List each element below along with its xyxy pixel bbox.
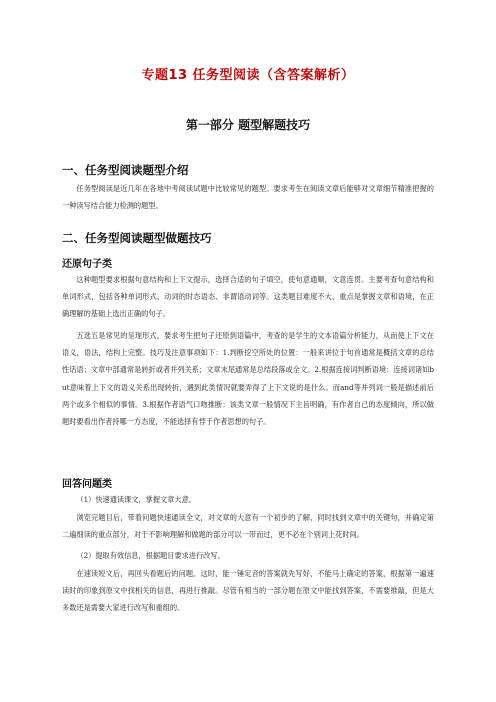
restore-sentence-paragraph-2: 五选五是常见的呈现形式，要求考生把句子还原到语篇中，考查的是学生的文本语篇分析能力，从而使上下文在语义，语法，结构上完整。技巧及注意事项如下：1.判断挖空所处的位置：一般来讲位于句首通常是概括文章的总结性话语；文章中部通常是转折或者并列关系；文章末尾通常是总结段落或全文。2.根据连接词判断语境：连接词诸如but意味着上下文的语义关系出现转折，遇到此类情况就要弄得了上下文说的是什么。而and等并列词一般是描述前后两个或多个相似的事情。3.根据作者语气口吻推断：该类文章一般情况下主旨明确，有作者自己的态度倾向，所以做题时要看出作者持哪一方态度，不能选择有悖于作者思想的句子。 (62, 331, 434, 427)
section2-heading: 二、任务型阅读题型做题技巧 (62, 231, 212, 245)
part-title: 第一部分 题型解题技巧 (185, 118, 311, 132)
document-title: 专题13 任务型阅读（含答案解析） (141, 68, 355, 83)
restore-sentence-paragraph-1: 这种题型要求根据句意结构和上下文提示，选择合适的句子填空，使句意通顺，文意连贯。主要考查句意结构和单词形式，包括各种单词形式、动词的时态语态、非谓语动词等。这类题目难度不大，重点是掌握文章和语境，在正确理解的基础上选出正确的句子。 (62, 275, 434, 319)
answer-questions-paragraph-4: 在速读短文后，再回头看题后的问题。这时，能一锤定音的答案就先写好，不能马上确定的答案，根据第一遍速读时的印象到原文中找相关的信息，再进行推敲。尽管有相当的一部分题在原文中能找到答案，不需要推敲，但是大多数还是需要大家进行改写和重组的。 (62, 569, 434, 613)
answer-questions-paragraph-3: （2）提取有效信息，根据题目要求进行改写。 (76, 551, 225, 560)
section1-heading: 一、任务型阅读题型介绍 (62, 163, 189, 177)
subsection-restore-sentence-heading: 还原句子类 (62, 259, 112, 270)
answer-questions-paragraph-2: 浏览完题目后，带着问题快速通读全文，对文章的大意有一个初步的了解，同时找到文章中的关键句，并确定第二遍细读的重点部分，对于不影响理解和做题的部分可以一带而过，更不必在个别词上花时间。 (62, 513, 434, 540)
answer-questions-paragraph-1: （1）快速通读课文，掌握文章大意。 (76, 495, 196, 504)
section1-paragraph: 任务型阅读是近几年在各地中考阅读试题中比较常见的题型。要求考生在阅读文章后能够对文章细节精准把握的一种读写结合能力检测的题型。 (62, 184, 434, 211)
subsection-answer-questions-heading: 回答问题类 (62, 479, 112, 490)
